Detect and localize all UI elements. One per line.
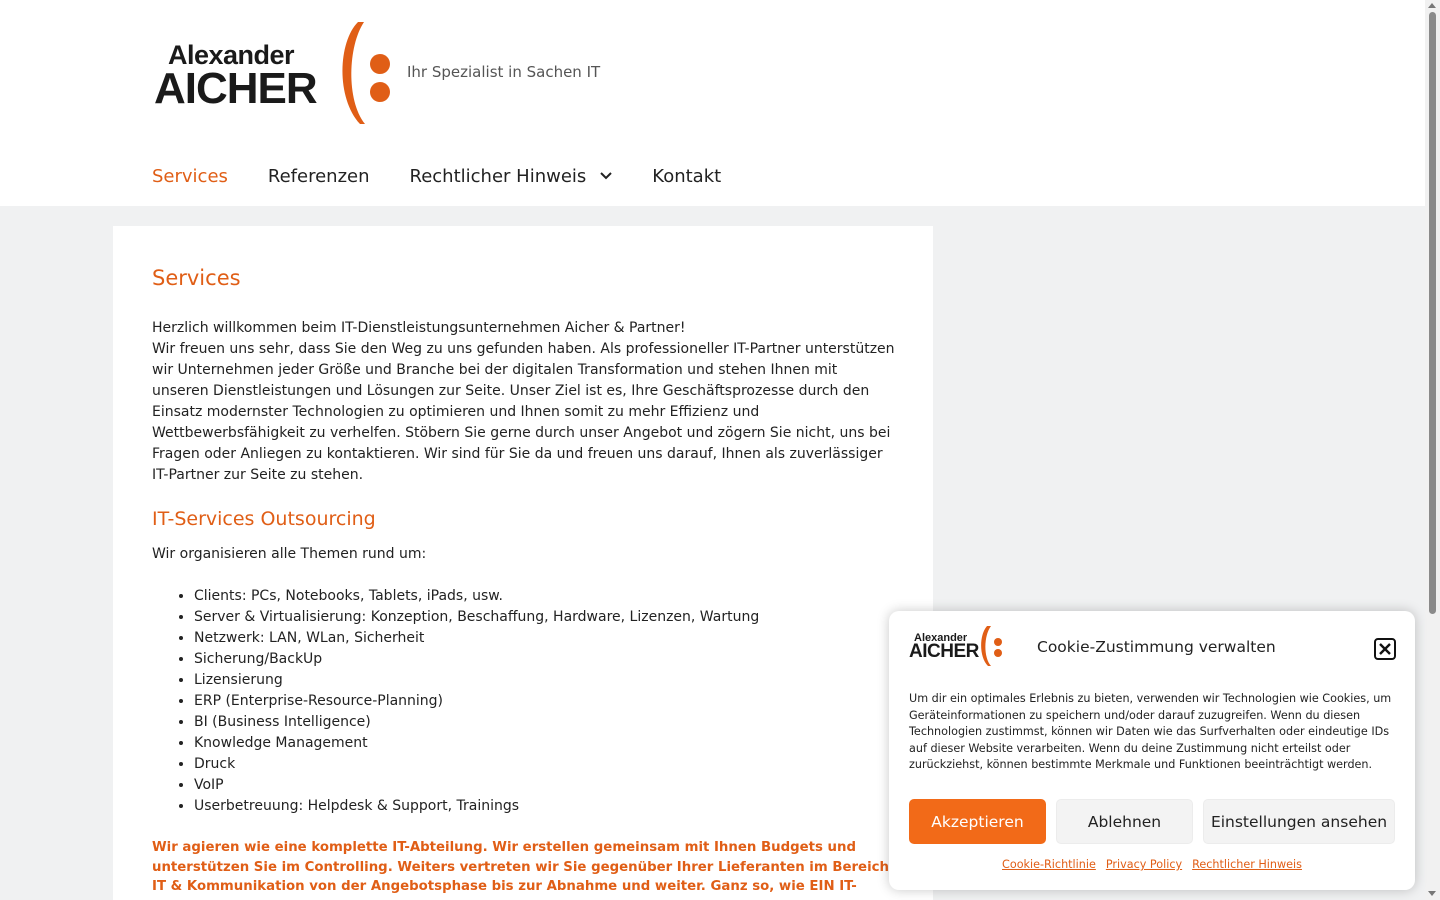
list-item: • Netzwerk: LAN, WLan, Sicherheit [194,628,897,649]
intro-greeting: Herzlich willkommen beim IT-Dienstleistungsunternehmen Aicher & Partner! [152,320,686,336]
list-item: • Druck [194,754,897,775]
legal-notice-link[interactable]: Rechtlicher Hinweis [1192,858,1302,871]
main-nav [152,163,761,189]
cookie-dialog-text: Um dir ein optimales Erlebnis zu bieten, verwenden wir Technologien wie Cookies, um Geräteinformationen zu speichern und/oder darauf zuzugreifen. Wenn du diesen Technologien zustimmst, können wir Daten wie das Surfverhalten oder eindeutige IDs auf dieser Website verarbeiten. Wenn du deine Zustimmung nicht erteilst oder zurückziehst, können bestimmte Merkmale und Funktionen beeinträchtigt werden. [909,692,1392,772]
nav-item-label: Services [152,165,228,187]
nav-item-referenzen[interactable] [268,166,370,187]
list-item: • Clients: PCs, Notebooks, Tablets, iPads, usw. [194,586,897,607]
logo-smiley-icon [332,20,392,126]
nav-item-label: Rechtlicher Hinweis [409,165,587,187]
list-item: • Sicherung/BackUp [194,649,897,670]
section-heading: IT-Services Outsourcing [152,508,376,530]
list-item: • VoIP [194,775,897,796]
nav-item-services[interactable] [152,166,228,187]
site-tagline: Ihr Spezialist in Sachen IT [407,63,601,81]
intro-body: Wir freuen uns sehr, dass Sie den Weg zu uns gefunden haben. Als professioneller IT-Partner unterstützen wir Unternehmen jeder Größe und Branche bei der digitalen Transformation und stehen Ihnen mit unseren Dienstleistungen und Lösungen zur Seite. Unser Ziel ist es, Ihre Geschäftsprozesse durch den Einsatz modernster Technologien zu optimieren und Ihnen somit zu mehr Effizienz und Wettbewerbsfähigkeit zu verhelfen. Stöbern Sie gerne durch unser Angebot und zögern Sie nicht, uns bei Fragen oder Anliegen zu kontaktieren. Wir sind für Sie da und freuen uns darauf, Ihnen als zuverlässiger IT-Partner zur Seite zu stehen. [152,341,895,483]
site-logo[interactable] [152,20,392,126]
view-settings-button[interactable]: Einstellungen ansehen [1203,799,1395,844]
cookie-logo-line2: AICHER [909,641,979,662]
close-button[interactable] [1374,638,1396,660]
list-item: • BI (Business Intelligence) [194,712,897,733]
chevron-down-icon[interactable] [600,172,612,180]
site-header [0,0,1425,206]
nav-item-rechtlicher-hinweis[interactable] [410,166,613,187]
section-lead: Wir organisieren alle Themen rund um: [152,546,427,562]
close-icon [1379,643,1391,655]
page-title: Services [152,266,241,290]
article [152,266,897,897]
nav-item-label: Kontakt [652,165,722,187]
main-content [113,226,933,900]
cookie-dialog-title: Cookie-Zustimmung verwalten [1037,638,1276,656]
highlight-paragraph: Wir agieren wie eine komplette IT-Abteilung. Wir erstellen gemeinsam mit Ihnen Budgets und unterstützen Sie im Controlling. Weiters vertreten wir Sie gegenüber Ihrer Lieferanten im Bereich IT & Kommunikation von der Angebotsphase bis zur Abnahme und weiter. Ganz so, wie EIN IT- [152,840,889,894]
logo-line1: Alexander [168,40,295,70]
nav-item-label: Referenzen [267,165,370,187]
list-item: • Userbetreuung: Helpdesk & Support, Trainings [194,796,897,817]
privacy-policy-link[interactable]: Privacy Policy [1105,858,1183,871]
scroll-thumb[interactable] [1429,12,1436,614]
cookie-dialog-logo [909,625,1001,667]
cookie-policy-link[interactable]: Cookie-Richtlinie [1002,858,1096,871]
services-list [152,586,897,817]
logo-smiley-icon [977,625,1003,667]
nav-item-kontakt[interactable] [652,166,721,187]
page-scrollbar[interactable] [1425,0,1440,900]
list-item: • Lizensierung [194,670,897,691]
scroll-up-arrow-icon[interactable] [1428,3,1436,8]
deny-button[interactable]: Ablehnen [1056,799,1193,844]
list-item: • Server & Virtualisierung: Konzeption, Beschaffung, Hardware, Lizenzen, Wartung [194,607,897,628]
scroll-down-arrow-icon[interactable] [1428,891,1436,896]
list-item: • ERP (Enterprise-Resource-Planning) [194,691,897,712]
cookie-logo-line1: Alexander [914,632,968,644]
list-item: • Knowledge Management [194,733,897,754]
intro-paragraph [152,318,897,486]
logo-line2: AICHER [154,64,317,113]
cookie-dialog-links [889,858,1415,871]
cookie-consent-dialog [889,611,1415,890]
accept-button[interactable]: Akzeptieren [909,799,1046,844]
